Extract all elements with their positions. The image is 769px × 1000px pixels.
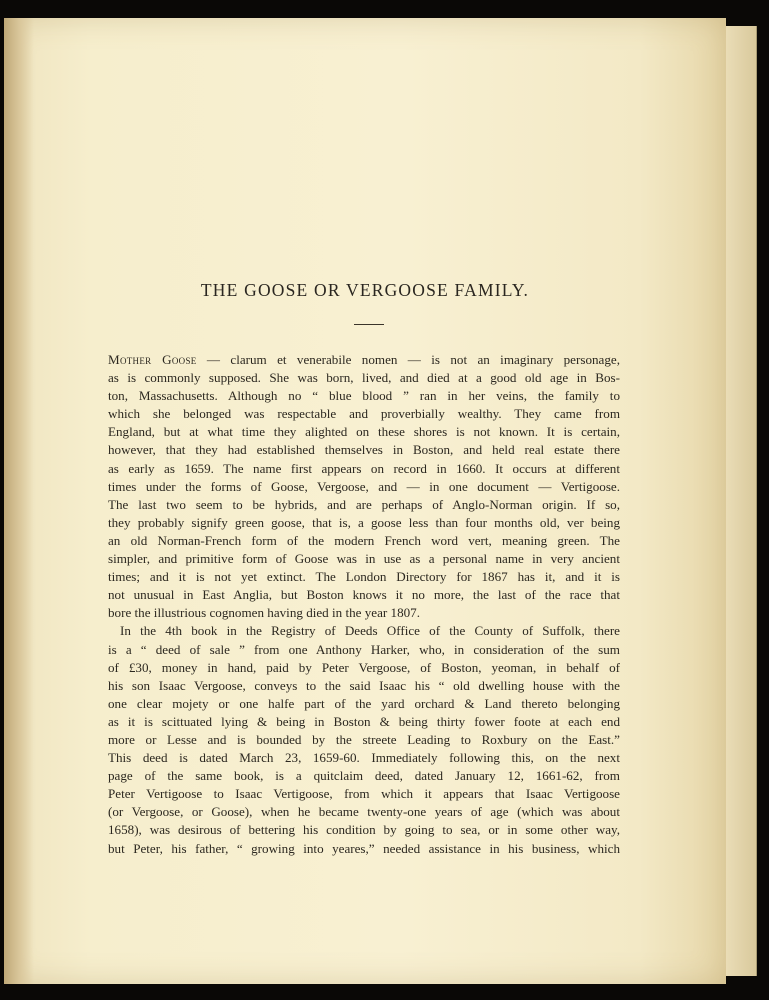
text-line: however, that they had established themselves in Boston, and held real estate there (108, 442, 620, 458)
text-line: page of the same book, is a quitclaim deed, dated January 12, 1661-62, from (108, 768, 620, 784)
text-line: (or Vergoose, or Goose), when he became twenty-one years of age (which was about (108, 804, 620, 820)
text-line: not unusual in East Anglia, but Boston knows it no more, the last of the race that (108, 587, 620, 603)
mother-goose-lead: Mother Goose (108, 352, 197, 367)
title-rule (354, 324, 384, 325)
text-line: is a “ deed of sale ” from one Anthony Harker, who, in consideration of the sum (108, 641, 620, 657)
page-title: THE GOOSE OR VERGOOSE FAMILY. (200, 280, 530, 300)
text-line: Mother Goose — clarum et venerabile nomen — is not an imaginary personage, (108, 352, 620, 367)
body-text (108, 351, 620, 858)
text-line: simpler, and primitive form of Goose was in use as a personal name in very ancient (108, 551, 620, 567)
page-binding (4, 18, 34, 984)
text-line: of £30, money in hand, paid by Peter Vergoose, of Boston, yeoman, in behalf of (108, 659, 620, 675)
text-line: they probably signify green goose, that is, a goose less than four months old, ver being (108, 514, 620, 530)
text-line: his son Isaac Vergoose, conveys to the said Isaac his “ old dwelling house with the (108, 677, 620, 693)
text-line: as is commonly supposed. She was born, lived, and died at a good old age in Bos- (108, 370, 620, 386)
text-line: 1658), was desirous of bettering his condition by going to sea, or in some other way, (108, 822, 620, 838)
text-line: times; and it is not yet extinct. The London Directory for 1867 has it, and it is (108, 569, 620, 585)
text-line: ton, Massachusetts. Although no “ blue blood ” ran in her veins, the family to (108, 388, 620, 404)
text-line: times under the forms of Goose, Vergoose, and — in one document — Vertigoose. (108, 478, 620, 494)
text-line: In the 4th book in the Registry of Deeds Office of the County of Suffolk, there (120, 623, 620, 639)
text-line: one clear mojety or one halfe part of the yard orchard & Land thereto belonging (108, 695, 620, 711)
text-line: an old Norman-French form of the modern French word vert, meaning green. The (108, 532, 620, 548)
text-line: as it is scittuated lying & being in Boston & being thirty fower foote at each end (108, 713, 620, 729)
text-line: The last two seem to be hybrids, and are perhaps of Anglo-Norman origin. If so, (108, 496, 620, 512)
text-line: This deed is dated March 23, 1659-60. Immediately following this, on the next (108, 750, 620, 766)
text-line: which she belonged was respectable and proverbially wealthy. They came from (108, 406, 620, 422)
book-page (4, 18, 726, 984)
text-line: bore the illustrious cognomen having died in the year 1807. (108, 605, 420, 621)
text-line: but Peter, his father, “ growing into yeares,” needed assistance in his business, which (108, 840, 620, 856)
text-line: as early as 1659. The name first appears on record in 1660. It occurs at different (108, 460, 620, 476)
text-line: England, but at what time they alighted on these shores is not known. It is certain, (108, 424, 620, 440)
text-line: Peter Vertigoose to Isaac Vertigoose, from which it appears that Isaac Vertigoose (108, 786, 620, 802)
text-line: more or Lesse and is bounded by the streete Leading to Roxbury on the East.” (108, 731, 620, 747)
